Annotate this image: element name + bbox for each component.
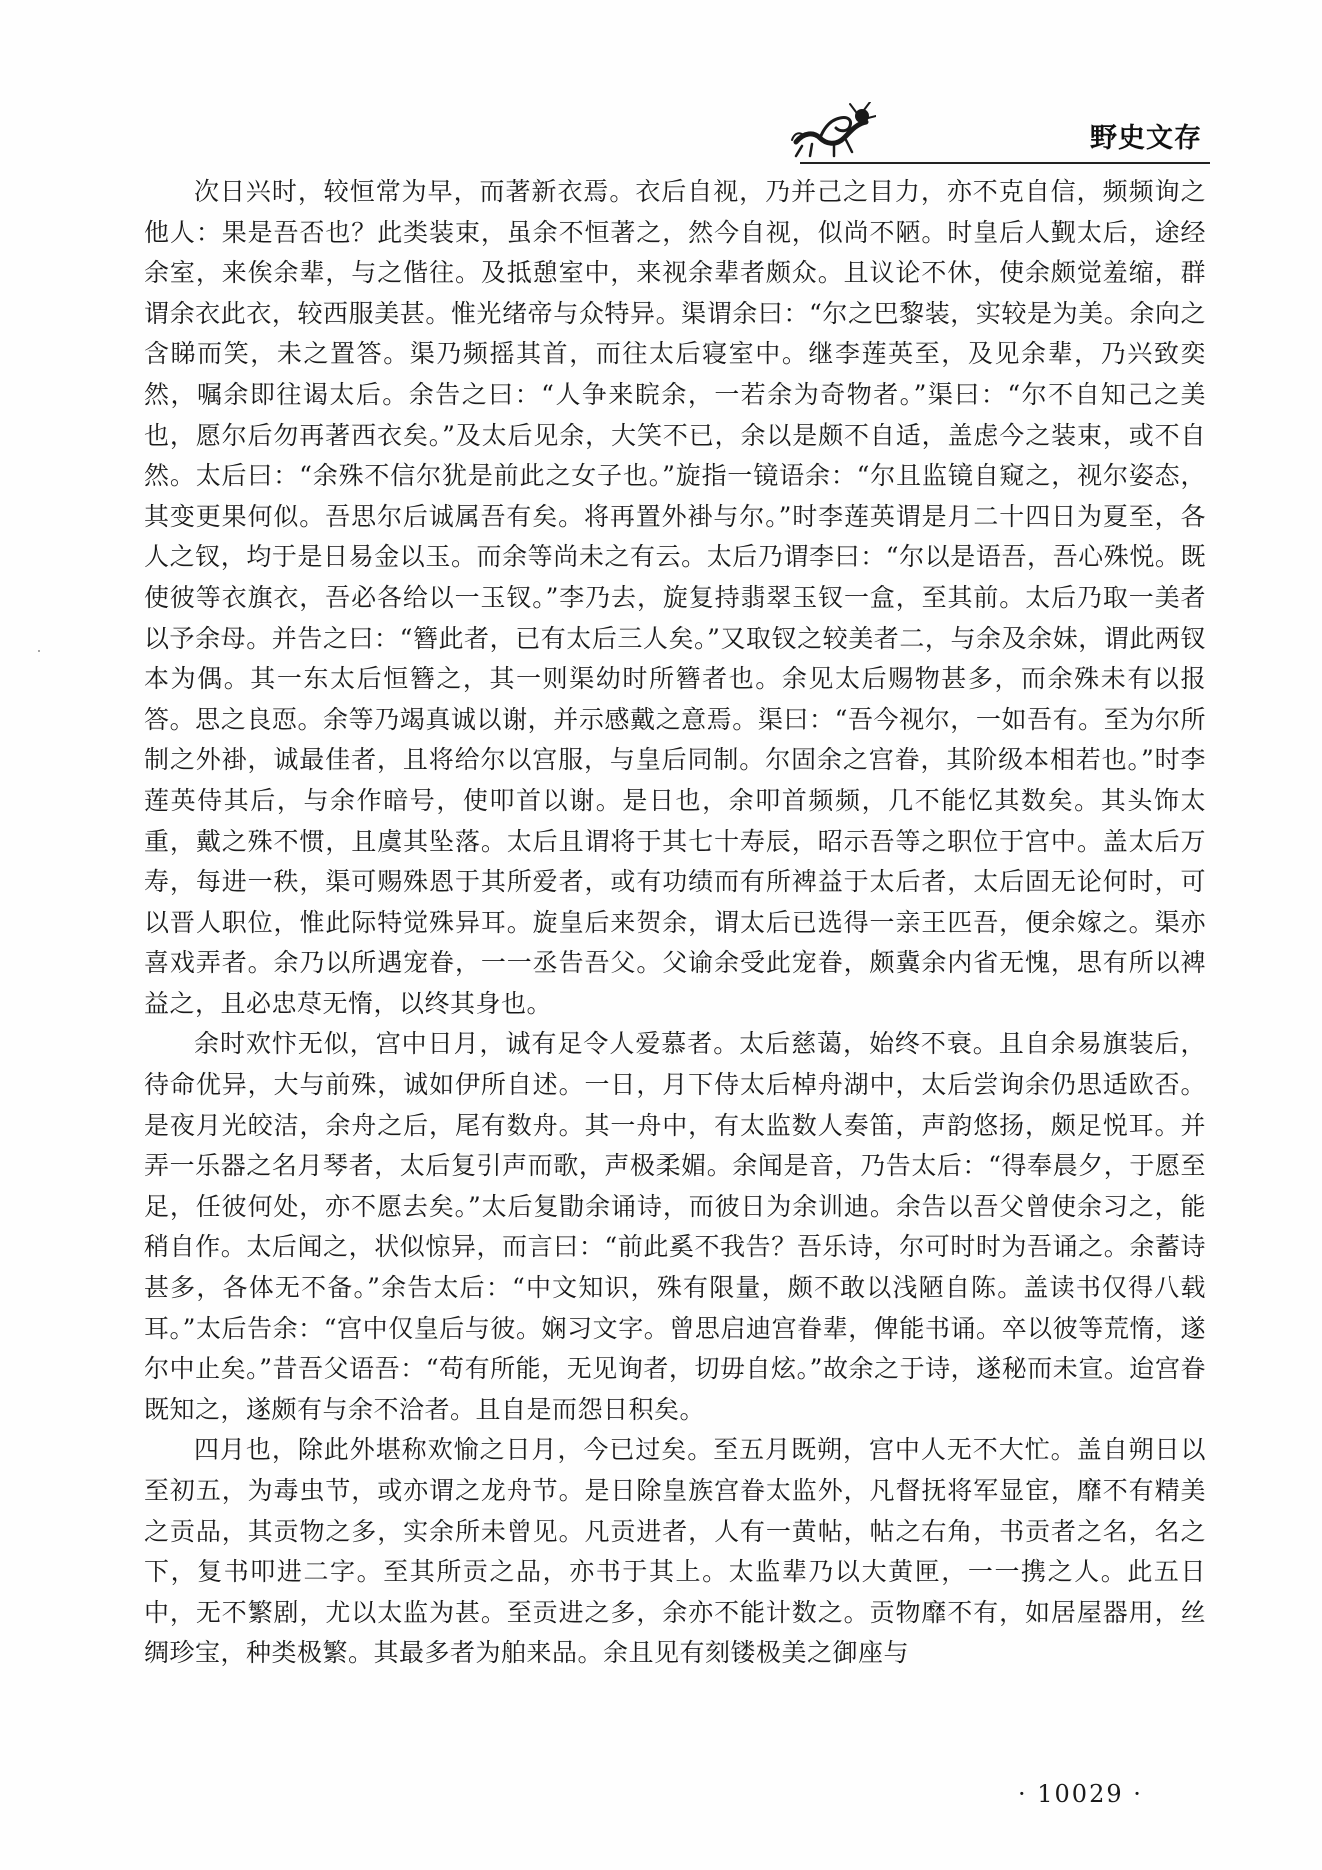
- paragraph: 次日兴时，较恒常为早，而著新衣焉。衣后自视，乃并己之目力，亦不克自信，频频询之他人：果是吾否也？此类装束，虽余不恒著之，然今自视，似尚不陋。时皇后人觐太后，途经余室，来俟余辈，与之偕往。及抵憩室中，来视余辈者颇众。且议论不休，使余颇觉羞缩，群谓余衣此衣，较西服美甚。惟光绪帝与众特异。渠谓余曰：“尔之巴黎装，实较是为美。余向之含睇而笑，未之置答。渠乃频摇其首，而往太后寝室中。继李莲英至，及见余辈，乃兴致奕然，嘱余即往谒太后。余告之曰：“人争来睆余，一若余为奇物者。”渠曰：“尔不自知己之美也，愿尔后勿再著西衣矣。”及太后见余，大笑不已，余以是颇不自适，盖虑今之装束，或不自然。太后曰：“余殊不信尔犹是前此之女子也。”旋指一镜语余：“尔且监镜自窥之，视尔姿态，其变更果何似。吾思尔后诚属吾有矣。将再置外褂与尔。”时李莲英谓是月二十四日为夏至，各人之钗，均于是日易金以玉。而余等尚未之有云。太后乃谓李曰：“尔以是语吾，吾心殊悦。既使彼等衣旗衣，吾必各给以一玉钗。”李乃去，旋复持翡翠玉钗一盒，至其前。太后乃取一美者以予余母。并告之曰：“簪此者，已有太后三人矣。”又取钗之较美者二，与余及余妹，谓此两钗本为偶。其一东太后恒簪之，其一则渠幼时所簪者也。余见太后赐物甚多，而余殊未有以报答。思之良恧。余等乃竭真诚以谢，并示感戴之意焉。渠曰：“吾今视尔，一如吾有。至为尔所制之外褂，诚最佳者，且将给尔以宫服，与皇后同制。尔固余之宫眷，其阶级本相若也。”时李莲英侍其后，与余作暗号，使叩首以谢。是日也，余叩首频频，几不能忆其数矣。其头饰太重，戴之殊不惯，且虞其坠落。太后且谓将于其七十寿辰，昭示吾等之职位于宫中。盖太后万寿，每进一秩，渠可赐殊恩于其所爱者，或有功绩而有所裨益于太后者，太后固无论何时，可以晋人职位，惟此际特觉殊异耳。旋皇后来贺余，谓太后已选得一亲王匹吾，便余嫁之。渠亦喜戏弄者。余乃以所遇宠眷，一一丞告吾父。父谕余受此宠眷，颇冀余内省无愧，思有所以裨益之，且必忠荩无惰，以终其身也。: [144, 177, 1206, 1018]
- paragraph: 余时欢忭无似，宫中日月，诚有足令人爱慕者。太后慈蔼，始终不衰。且自余易旗装后，待命优异，大与前殊，诚如伊所自述。一日，月下侍太后棹舟湖中，太后尝询余仍思适欧否。是夜月光皎洁，余舟之后，尾有数舟。其一舟中，有太监数人奏笛，声韵悠扬，颇足悦耳。并弄一乐器之名月琴者，太后复引声而歌，声极柔媚。余闻是音，乃告太后：“得奉晨夕，于愿至足，任彼何处，亦不愿去矣。”太后复勖余诵诗，而彼日为余训迪。余告以吾父曾使余习之，能稍自作。太后闻之，状似惊异，而言曰：“前此奚不我告？吾乐诗，尔可时时为吾诵之。余蓄诗甚多，各体无不备。”余告太后：“中文知识，殊有限量，颇不敢以浅陋自陈。盖读书仅得八载耳。”太后告余：“宫中仅皇后与彼。娴习文字。曾思启迪宫眷辈，俾能书诵。卒以彼等荒惰，遂尔中止矣。”昔吾父语吾：“苟有所能，无见询者，切毋自炫。”故余之于诗，遂秘而未宣。迨宫眷既知之，遂颇有与余不洽者。且自是而怨日积矣。: [144, 1029, 1206, 1424]
- page-number: · 10029 ·: [1018, 1780, 1143, 1808]
- header-divider: [800, 162, 1210, 164]
- dragon-icon: [790, 102, 876, 160]
- series-title: 野史文存: [1090, 123, 1202, 154]
- body-text: [144, 172, 1206, 1674]
- paragraph: 四月也，除此外堪称欢愉之日月，今已过矣。至五月既朔，宫中人无不大忙。盖自朔日以至初五，为毒虫节，或亦谓之龙舟节。是日除皇族宫眷太监外，凡督抚将军显宦，靡不有精美之贡品，其贡物之多，实余所未曾见。凡贡进者，人有一黄帖，帖之右角，书贡者之名，名之下，复书叩进二字。至其所贡之品，亦书于其上。太监辈乃以大黄匣，一一携之人。此五日中，无不繁剧，尤以太监为甚。至贡进之多，余亦不能计数之。贡物靡不有，如居屋器用，丝绸珍宝，种类极繁。其最多者为舶来品。余且见有刻镂极美之御座与: [144, 1435, 1206, 1668]
- margin-mark: [38, 650, 40, 652]
- page-header: [790, 98, 1210, 168]
